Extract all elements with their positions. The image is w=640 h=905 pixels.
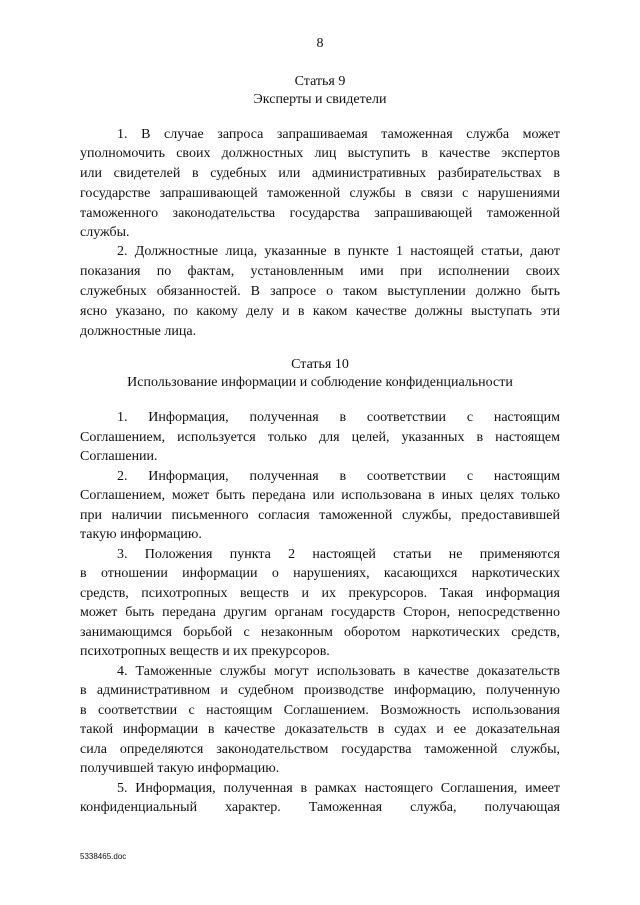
article-10-heading: Статья 10 bbox=[291, 357, 349, 372]
article-10-line: такой информации в качестве доказательств в судах и ее доказательная bbox=[80, 722, 560, 737]
article-9-line: должностные лица. bbox=[80, 324, 197, 339]
article-10-line: конфиденциальный характер. Таможенная служба, получающая bbox=[80, 800, 560, 815]
article-9-line: служебных обязанностей. В запросе о таком выступлении должно быть bbox=[80, 284, 560, 299]
article-9-line: таможенного законодательства государства запрашивающей таможенной bbox=[80, 206, 560, 221]
article-9-line: 2. Должностные лица, указанные в пункте 1 настоящей статьи, дают bbox=[117, 244, 560, 259]
article-10-line: в соответствии с настоящим Соглашением. Возможность использования bbox=[80, 703, 560, 718]
article-10-line: в административном и судебном производстве информацию, полученную bbox=[80, 683, 560, 698]
article-10-line: такую информацию. bbox=[80, 527, 202, 542]
article-10-line: занимающимся борьбой с незаконным оборотом наркотических средств, bbox=[80, 625, 560, 640]
article-10-line: Соглашении. bbox=[80, 449, 158, 464]
document-filename-footer: 5338465.doc bbox=[80, 852, 127, 861]
article-10-title: Использование информации и соблюдение конфиденциальности bbox=[127, 375, 513, 390]
article-9-line: 1. В случае запроса запрашиваемая таможенная служба может bbox=[117, 127, 560, 142]
article-10-line: может быть передана другим органам государств Сторон, непосредственно bbox=[80, 605, 560, 620]
article-10-line: при наличии письменного согласия таможенной службы, предоставившей bbox=[80, 508, 560, 523]
article-9-line: государстве запрашивающей таможенной службы в связи с нарушениями bbox=[80, 186, 560, 201]
article-10-line: 5. Информация, полученная в рамках настоящего Соглашения, имеет bbox=[117, 781, 560, 796]
article-9-line: ясно указано, по какому делу и в каком качестве должны выступать эти bbox=[80, 304, 560, 319]
article-10-line: 4. Таможенные службы могут использовать в качестве доказательств bbox=[117, 664, 560, 679]
article-10-line: Соглашением, может быть передана или использована в иных целях только bbox=[80, 488, 560, 503]
article-9-line: или свидетелей в судебных или административных разбирательствах в bbox=[80, 166, 560, 181]
article-9-line: уполномочить своих должностных лиц выступить в качестве экспертов bbox=[80, 146, 560, 161]
article-9-heading: Статья 9 bbox=[294, 74, 346, 89]
article-9-line: службы. bbox=[80, 225, 130, 240]
article-10-line: средств, психотропных веществ и их прекурсоров. Такая информация bbox=[80, 586, 560, 601]
article-10-line: 1. Информация, полученная в соответствии с настоящим bbox=[117, 410, 560, 425]
article-10-line: Соглашением, используется только для целей, указанных в настоящем bbox=[80, 430, 560, 445]
article-10-line: психотропных веществ и их прекурсоров. bbox=[80, 644, 330, 659]
article-10-line: 2. Информация, полученная в соответствии с настоящим bbox=[117, 469, 560, 484]
article-10-line: получившей такую информацию. bbox=[80, 761, 280, 776]
article-9-line: показания по фактам, установленным ими при исполнении своих bbox=[80, 264, 560, 279]
article-10-line: в отношении информации о нарушениях, касающихся наркотических bbox=[80, 566, 560, 581]
article-10-line: сила определяются законодательством государства таможенной службы, bbox=[80, 742, 560, 757]
article-10-line: 3. Положения пункта 2 настоящей статьи не применяются bbox=[117, 547, 560, 562]
article-9-title: Эксперты и свидетели bbox=[253, 92, 387, 107]
page-number: 8 bbox=[316, 36, 324, 51]
